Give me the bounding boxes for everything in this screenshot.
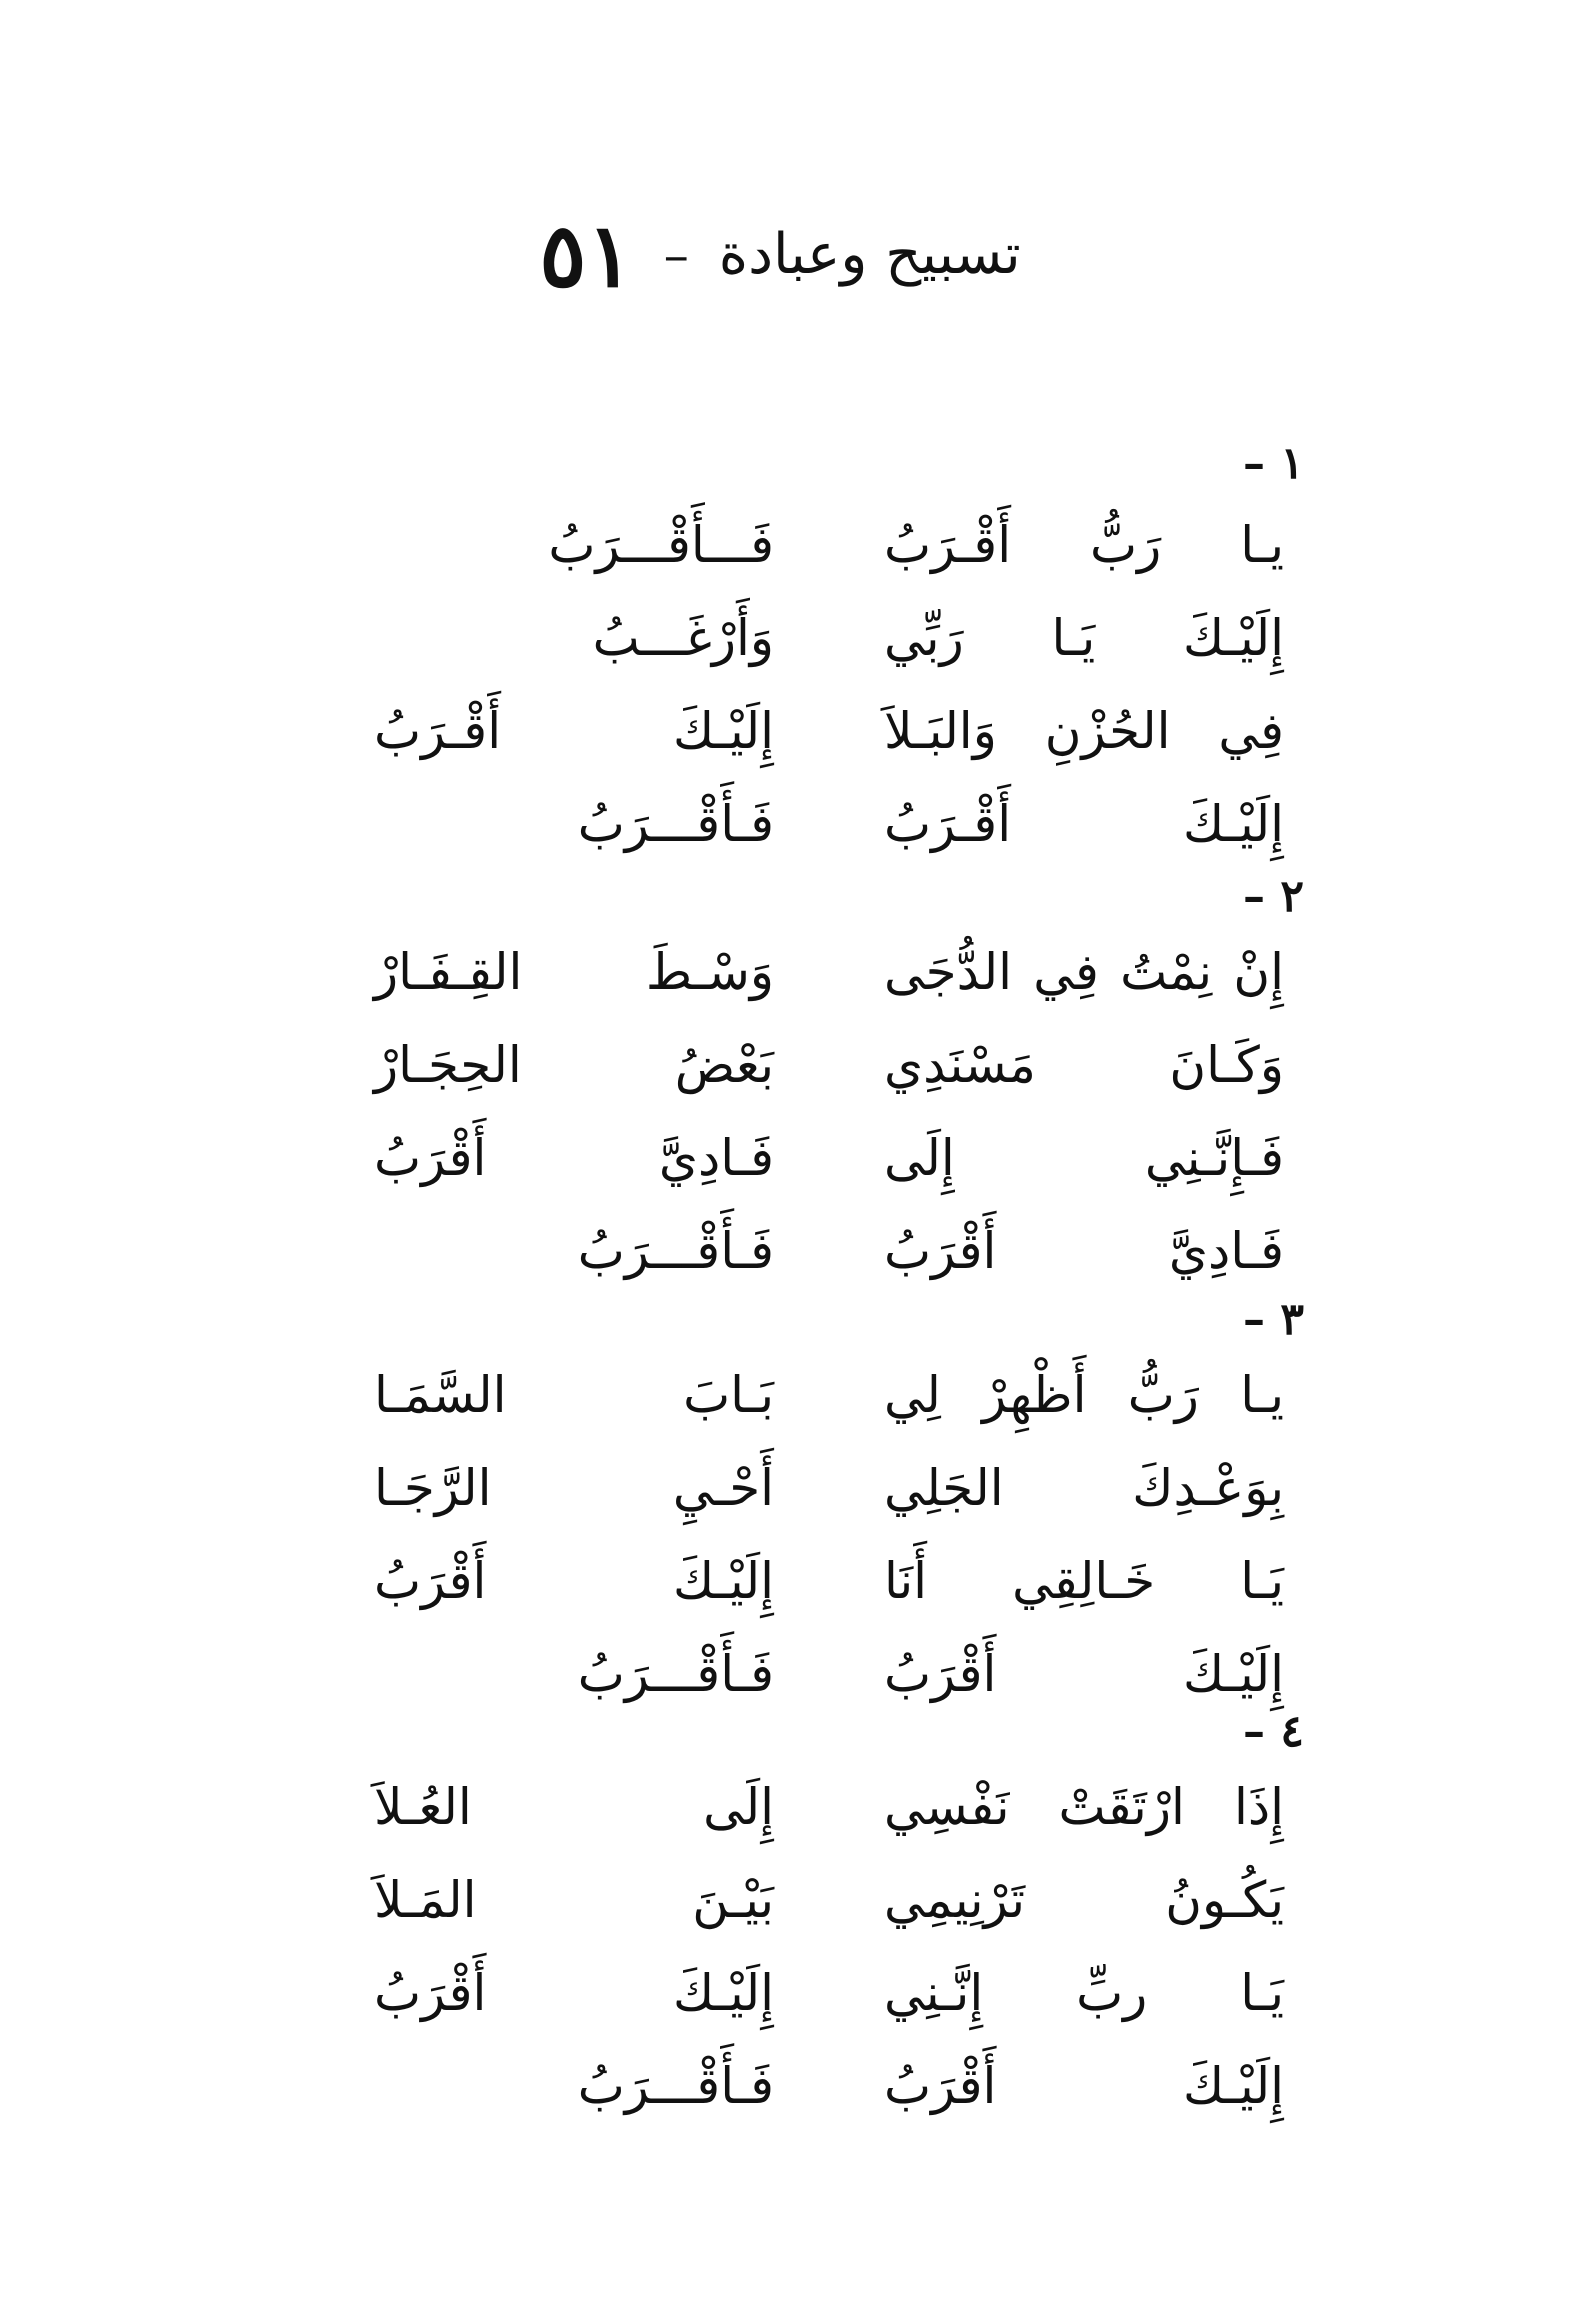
hemistich-right: إِلَيْـكَ أَقْرَبُ (884, 1644, 1284, 1703)
hemistich-right: إِلَيْـكَ أَقْـرَبُ (884, 794, 1284, 853)
hemistich-right: وَكَـانَ مَسْنَدِي (884, 1035, 1284, 1094)
hemistich-left: فَـأَقْـــرَبُ (577, 2056, 774, 2115)
verse-line (294, 1946, 1304, 2039)
hemistich-left: بَـابَ السَّمَـا (374, 1365, 774, 1424)
hemistich-right: يَـا ربِّ إِنَّـنِي (884, 1963, 1284, 2022)
hymn-title-dash: – (663, 226, 689, 284)
verse-line (294, 498, 1304, 591)
hemistich-right: فِي الحُزْنِ وَالبَـلاَ (884, 701, 1284, 760)
hemistich-left: وَسْـطَ القِـفَـارْ (374, 942, 774, 1001)
hemistich-right: إِنْ نِمْتُ فِي الدُّجَى (884, 942, 1284, 1001)
hemistich-left: فَـأَقْـــرَبُ (577, 1644, 774, 1703)
hemistich-left: بَيْـنَ المَـلاَ (374, 1870, 774, 1929)
hymn-title-text: تسبيح وعبادة (718, 222, 1021, 287)
hemistich-right: يـا رَبُّ أَقْـرَبُ (884, 515, 1284, 574)
hemistich-right: بِوَعْـدِكَ الجَلِي (884, 1458, 1284, 1517)
hemistich-right: إِلَيْـكَ أَقْرَبُ (884, 2056, 1284, 2115)
hemistich-right: إِذَا ارْتَقَتْ نَفْسِي (884, 1777, 1284, 1836)
hemistich-left: بَعْضُ الحِجَـارْ (374, 1035, 774, 1094)
stanza-label: ١ – (1243, 438, 1304, 489)
hemistich-left: إِلَيْـكَ أَقْرَبُ (374, 1551, 774, 1610)
verse-line (294, 1760, 1304, 1853)
verse-line (294, 1111, 1304, 1204)
hemistich-left: فَـــأَقْـــرَبُ (548, 515, 774, 574)
hymn-number: ٥١ (539, 203, 634, 307)
verse-line (294, 1204, 1304, 1297)
hemistich-right: إِلَيْـكَ يَـا رَبِّي (884, 608, 1284, 667)
hemistich-left: إِلَى العُـلاَ (374, 1777, 774, 1836)
stanza-label: ٤ – (1243, 1706, 1304, 1757)
verse-line (294, 1627, 1304, 1720)
hemistich-left: إِلَيْـكَ أَقْـرَبُ (374, 701, 774, 760)
verse-line (294, 591, 1304, 684)
verse-line (294, 1441, 1304, 1534)
verse-line (294, 1018, 1304, 1111)
hemistich-left: أَحْـيِ الرَّجَـا (374, 1458, 774, 1517)
hemistich-left: فَـأَقْـــرَبُ (577, 1221, 774, 1280)
hemistich-right: يَكُـونُ تَرْنِيمِي (884, 1870, 1284, 1929)
hemistich-right: يَـا خَـالِقِي أَنَا (884, 1551, 1284, 1610)
hemistich-left: فَـادِيَّ أَقْرَبُ (374, 1128, 774, 1187)
verse-line (294, 1348, 1304, 1441)
hemistich-right: فَـادِيَّ أَقْرَبُ (884, 1221, 1284, 1280)
hemistich-right: يـا رَبُّ أَظْهِرْ لِي (884, 1365, 1284, 1424)
verse-line (294, 1534, 1304, 1627)
hemistich-left: فَـأَقْـــرَبُ (577, 794, 774, 853)
verse-line (294, 2039, 1304, 2132)
stanza-label: ٣ – (1243, 1294, 1304, 1345)
verse-line (294, 684, 1304, 777)
hemistich-right: فَـإِنَّـنِي إِلَى (884, 1128, 1284, 1187)
verse-line (294, 777, 1304, 870)
hemistich-left: إِلَيْـكَ أَقْرَبُ (374, 1963, 774, 2022)
hymn-title (500, 205, 1060, 305)
verse-line (294, 925, 1304, 1018)
hemistich-left: وَأَرْغَـــبُ (592, 608, 774, 667)
stanza-label: ٢ – (1243, 871, 1304, 922)
verse-line (294, 1853, 1304, 1946)
